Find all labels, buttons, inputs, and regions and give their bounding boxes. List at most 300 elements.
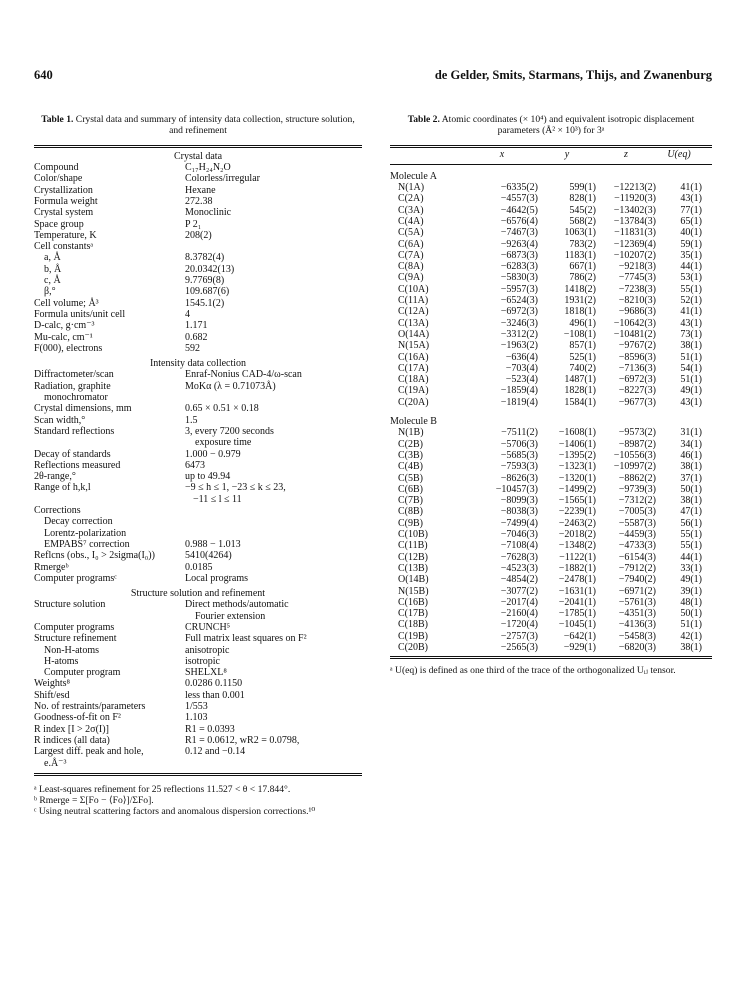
table1-row-value: 4 xyxy=(185,308,190,320)
table1-caption-text: Crystal data and summary of intensity data collection, structure solution, and refinement xyxy=(75,114,355,137)
table1-row-value: 592 xyxy=(185,342,200,354)
table1-row-value xyxy=(185,516,362,527)
table1-row xyxy=(34,219,362,230)
table1-row xyxy=(34,550,362,561)
table2-cell-atom: N(15B) xyxy=(398,585,429,597)
table2-cell-x: −4642(5) xyxy=(500,204,538,216)
table2-cell-z: −5587(3) xyxy=(618,517,656,529)
table2-cell-y: −2478(1) xyxy=(558,574,596,586)
table1-row-value: Direct methods/automatic xyxy=(185,599,289,611)
table1-row-value: 1.5 xyxy=(185,414,198,426)
table1-row xyxy=(34,332,362,343)
table2-cell-ueq: 39(1) xyxy=(680,585,702,597)
table2-cell-ueq: 33(1) xyxy=(680,562,702,574)
table2-cell-x: −7499(4) xyxy=(500,517,538,529)
table1-footnote-b: ᵇ Rmerge = Σ[Fo − ⟨Fo⟩]/ΣFo]. xyxy=(34,795,154,807)
table2-row xyxy=(390,518,712,529)
table2-cell-y: 496(1) xyxy=(569,317,596,329)
table2-cell-z: −13784(3) xyxy=(613,216,656,227)
table1-row xyxy=(34,505,362,516)
table2-cell-y: 740(2) xyxy=(569,362,596,374)
table2-cell-x: −703(4) xyxy=(505,362,538,374)
table1-row-label: b, Å xyxy=(44,263,62,275)
table2-cell-y: 786(2) xyxy=(569,272,596,284)
table1-row-value: −11 ≤ l ≤ 11 xyxy=(193,493,242,505)
table1-row xyxy=(34,633,362,644)
table2-row xyxy=(390,363,712,374)
table1-row xyxy=(34,415,362,426)
table1-row-label: Diffractometer/scan xyxy=(34,369,114,381)
table1-row-label: Radiation, graphite xyxy=(34,380,111,392)
table1-row xyxy=(34,712,362,723)
table2-cell-atom: O(14A) xyxy=(398,328,430,340)
table1-row-value: anisotropic xyxy=(185,644,230,656)
table2-cell-y: −1631(1) xyxy=(558,585,596,597)
table1-row-value xyxy=(185,392,362,403)
table1-row-label: R indices (all data) xyxy=(34,734,110,746)
table1-row xyxy=(34,241,362,252)
table1-row-label: Scan width,° xyxy=(34,414,86,426)
table2-row xyxy=(390,427,712,438)
table2-cell-x: −1859(4) xyxy=(500,385,538,397)
table2-cell-atom: C(19A) xyxy=(398,385,429,397)
table2-cell-ueq: 49(1) xyxy=(680,385,702,397)
table1-footnote-c: ᶜ Using neutral scattering factors and anomalous dispersion corrections.¹⁰ xyxy=(34,806,316,818)
table1-row xyxy=(34,678,362,689)
table2-row xyxy=(390,340,712,351)
table2-column xyxy=(390,114,712,676)
table1-label: Table 1. xyxy=(41,114,74,125)
table1-row-label: a, Å xyxy=(44,252,61,264)
table1-row-value: 6473 xyxy=(185,459,205,471)
table1-row xyxy=(34,539,362,550)
table1-row xyxy=(34,758,362,769)
table1-row-label: Crystal dimensions, mm xyxy=(34,403,132,415)
table2-cell-y: 783(2) xyxy=(569,238,596,250)
table1-row-value: P 2₁ xyxy=(185,218,202,230)
table2-row xyxy=(390,461,712,472)
table2-row xyxy=(390,552,712,563)
table2-caption xyxy=(390,114,712,137)
table2-row xyxy=(390,205,712,216)
table1-column xyxy=(34,114,362,817)
table1-row-value: isotropic xyxy=(185,655,220,667)
table1-row xyxy=(34,196,362,207)
table2-cell-atom: C(10B) xyxy=(398,529,428,541)
table2-cell-ueq: 40(1) xyxy=(680,227,702,239)
table2-cell-z: −7005(3) xyxy=(618,506,656,518)
table2-row xyxy=(390,529,712,540)
table1-row-value: 1.171 xyxy=(185,320,208,332)
table1-row-value: 3, every 7200 seconds xyxy=(185,425,274,437)
table2-cell-z: −12213(2) xyxy=(613,182,656,194)
table1-section-title: Crystal data xyxy=(173,150,223,162)
table1-row-value: Enraf-Nonius CAD-4/ω-scan xyxy=(185,369,302,381)
table1-row xyxy=(34,516,362,527)
table2-cell-y: −1499(2) xyxy=(558,483,596,495)
table2-cell-y: −1395(2) xyxy=(558,449,596,461)
table2-cell-atom: C(18A) xyxy=(398,374,429,386)
table1-row-label: β,° xyxy=(44,286,56,298)
table2-cell-y: 1828(1) xyxy=(564,385,596,397)
table2-cell-ueq: 44(1) xyxy=(680,551,702,563)
table2-row xyxy=(390,261,712,272)
table2-cell-x: −1963(2) xyxy=(500,340,538,352)
table1-row-value: 0.12 and −0.14 xyxy=(185,746,246,758)
running-header xyxy=(34,68,712,84)
table2-cell-atom: C(8A) xyxy=(398,261,424,273)
table1-row-label: Color/shape xyxy=(34,173,83,185)
table1-row-value: Colorless/irregular xyxy=(185,173,260,185)
table2-cell-z: −4459(3) xyxy=(618,529,656,541)
table1-row-label: Computer programsᶜ xyxy=(34,572,117,584)
table1-row xyxy=(34,724,362,735)
table2-cell-z: −9686(3) xyxy=(618,306,656,318)
table2-row xyxy=(390,352,712,363)
table1-row-label: Crystallization xyxy=(34,184,93,196)
table1-row xyxy=(34,207,362,218)
table1-row-label: Formula units/unit cell xyxy=(34,308,126,320)
table2-row xyxy=(390,506,712,517)
table1-row-value: 1.000 − 0.979 xyxy=(185,448,241,460)
table2-cell-ueq: 51(1) xyxy=(680,619,702,631)
table1-row-value xyxy=(185,241,362,252)
table2-cell-ueq: 38(1) xyxy=(680,461,702,473)
table1-row-label: Formula weight xyxy=(34,196,98,207)
table2-group-title: Molecule B xyxy=(390,416,437,428)
table2-cell-y: 1418(2) xyxy=(564,283,596,295)
table2-row xyxy=(390,450,712,461)
table2-cell-x: −6524(3) xyxy=(500,295,538,307)
table2-cell-z: −9739(3) xyxy=(618,483,656,495)
table1-row-label: No. of restraints/parameters xyxy=(34,701,146,713)
table1-row-value: 1545.1(2) xyxy=(185,297,225,309)
table2-cell-atom: C(3B) xyxy=(398,449,423,461)
table1-row-value: 1/553 xyxy=(185,701,208,713)
table2-cell-y: −2041(1) xyxy=(558,596,596,608)
table2-cell-z: −5761(3) xyxy=(618,596,656,608)
table1-row xyxy=(34,320,362,331)
table2-cell-y: −1320(1) xyxy=(558,472,596,484)
table1-row-label: Non-H-atoms xyxy=(44,644,99,656)
table2-cell-ueq: 55(1) xyxy=(680,283,702,295)
running-head-authors: de Gelder, Smits, Starmans, Thijs, and Zwanenburg xyxy=(434,68,712,82)
table2-cell-atom: C(2A) xyxy=(398,193,424,205)
table2-cell-z: −10997(2) xyxy=(613,461,656,473)
table1-row-label: Goodness-of-fit on F² xyxy=(34,712,121,724)
table2-row xyxy=(390,597,712,608)
table2-cell-x: −3312(2) xyxy=(500,328,538,340)
table2-cell-ueq: 55(1) xyxy=(680,529,702,541)
table2-header-y: y xyxy=(564,148,570,160)
table2-row xyxy=(390,586,712,597)
table2-cell-x: −10457(3) xyxy=(495,483,538,495)
table1-row-value: exposure time xyxy=(195,437,252,449)
table2-cell-z: −9677(3) xyxy=(618,396,656,408)
table2-cell-x: −6972(3) xyxy=(500,306,538,318)
table2-row xyxy=(390,193,712,204)
table2-cell-atom: C(5B) xyxy=(398,472,423,484)
table1-row-value: 208(2) xyxy=(185,229,212,241)
table2-cell-atom: C(13A) xyxy=(398,317,429,329)
table2-cell-atom: C(19B) xyxy=(398,630,428,642)
table2-cell-atom: C(20A) xyxy=(398,396,429,408)
table2-cell-z: −4351(3) xyxy=(618,608,656,620)
table1-row xyxy=(34,343,362,354)
table1-row xyxy=(34,667,362,678)
table1-row-value: 8.3782(4) xyxy=(185,252,225,264)
table2-row xyxy=(390,239,712,250)
table2-row xyxy=(390,495,712,506)
table2-cell-y: −1882(1) xyxy=(558,562,596,574)
table2-cell-x: −523(4) xyxy=(505,374,538,386)
table2-cell-ueq: 73(1) xyxy=(680,328,702,340)
table2-cell-y: 857(1) xyxy=(569,340,596,352)
table1-row-label: Computer program xyxy=(44,667,121,679)
table1-row-value xyxy=(185,758,362,769)
table1-row xyxy=(34,230,362,241)
table2-cell-atom: C(11A) xyxy=(398,295,429,307)
table1-row xyxy=(34,562,362,573)
table2-cell-x: −1819(4) xyxy=(500,396,538,408)
table2-cell-ueq: 48(1) xyxy=(680,596,702,608)
table1-row xyxy=(34,275,362,286)
table2-cell-y: 828(1) xyxy=(569,193,596,205)
table1-row xyxy=(34,369,362,380)
table2-cell-ueq: 38(1) xyxy=(680,340,702,352)
table2-cell-ueq: 51(1) xyxy=(680,351,702,363)
table2-cell-ueq: 55(1) xyxy=(680,540,702,552)
table1-row xyxy=(34,381,362,392)
table2-cell-atom: C(10A) xyxy=(398,283,429,295)
table2-cell-x: −8038(3) xyxy=(500,506,538,518)
table1-footnotes xyxy=(34,784,362,818)
table2-cell-x: −2017(4) xyxy=(500,596,538,608)
table1-row-label: F(000), electrons xyxy=(34,342,103,354)
table2-cell-z: −6820(3) xyxy=(618,641,656,653)
table2-cell-ueq: 43(1) xyxy=(680,317,702,329)
table2-cell-ueq: 34(1) xyxy=(680,438,702,450)
table2-row xyxy=(390,484,712,495)
table2-cell-ueq: 41(1) xyxy=(680,182,702,194)
table2-cell-atom: C(18B) xyxy=(398,619,428,631)
table2-cell-ueq: 43(1) xyxy=(680,396,702,408)
table2-cell-z: −6154(3) xyxy=(618,551,656,563)
table2-cell-z: −8987(2) xyxy=(618,438,656,450)
table2-cell-ueq: 42(1) xyxy=(680,630,702,642)
table1-row-value: 0.0286 0.1150 xyxy=(185,678,243,690)
table1-row-value: Local programs xyxy=(185,572,249,584)
table2-body xyxy=(390,165,712,653)
table1-row xyxy=(34,482,362,493)
table2-cell-atom: C(17A) xyxy=(398,362,429,374)
table2-cell-atom: C(4A) xyxy=(398,216,424,227)
table1-row-label: Lorentz-polarization xyxy=(44,527,127,539)
table2-cell-z: −7912(2) xyxy=(618,562,656,574)
table2-cell-z: −10642(3) xyxy=(613,317,656,329)
table1-row-label: Largest diff. peak and hole, xyxy=(34,746,144,758)
table2-cell-ueq: 56(1) xyxy=(680,517,702,529)
table2-cell-x: −7511(2) xyxy=(501,427,538,439)
table2-cell-z: −7940(2) xyxy=(618,574,656,586)
table2-cell-y: −1565(1) xyxy=(558,495,596,507)
table2-cell-y: −1406(1) xyxy=(558,438,596,450)
table2-row xyxy=(390,574,712,585)
table2-cell-y: 525(1) xyxy=(569,351,596,363)
table1-row-label xyxy=(34,494,185,505)
table2-cell-atom: N(1B) xyxy=(398,427,424,439)
table2-row xyxy=(390,216,712,227)
table1-row-label: Decay of standards xyxy=(34,448,111,460)
table2-row xyxy=(390,642,712,653)
table1-row xyxy=(34,622,362,633)
table2-row xyxy=(390,608,712,619)
table2-cell-z: −10556(3) xyxy=(613,449,656,461)
table1-row-label: D-calc, g·cm⁻³ xyxy=(34,320,95,332)
table1-row-value: 1.103 xyxy=(185,712,208,724)
table1-row xyxy=(34,573,362,584)
table2-cell-y: 599(1) xyxy=(569,182,596,194)
table2-row xyxy=(390,439,712,450)
table1-row xyxy=(34,611,362,622)
table2-cell-x: −7593(3) xyxy=(500,461,538,473)
table2-cell-z: −4136(3) xyxy=(618,619,656,631)
table1-row xyxy=(34,690,362,701)
table2-cell-z: −7136(3) xyxy=(618,362,656,374)
table1-caption xyxy=(34,114,362,137)
table1-row-value xyxy=(185,528,362,539)
table2-row xyxy=(390,318,712,329)
table2-cell-x: −3246(3) xyxy=(500,317,538,329)
table2-cell-ueq: 54(1) xyxy=(680,362,702,374)
table1-row-label: Weights⁸ xyxy=(34,678,71,690)
table1-row-label: Structure refinement xyxy=(34,633,117,645)
table1-row-value: 5410(4264) xyxy=(185,550,232,562)
table2-cell-x: −5685(3) xyxy=(500,449,538,461)
table2-cell-ueq: 44(1) xyxy=(680,261,702,273)
table1-row-label: Shift/esd xyxy=(34,689,70,701)
table1-row xyxy=(34,471,362,482)
table2-cell-z: −7745(3) xyxy=(618,272,656,284)
table1-row-label: Range of h,k,l xyxy=(34,482,91,494)
table2-cell-y: 1931(2) xyxy=(564,295,596,307)
table2-cell-x: −2565(3) xyxy=(500,641,538,653)
table1-row-value: C₁₇H₂₄N₂O xyxy=(185,162,231,174)
table1-row xyxy=(34,460,362,471)
table2-cell-z: −10207(2) xyxy=(613,249,656,261)
table2-cell-atom: C(7B) xyxy=(398,495,423,507)
table2-cell-ueq: 51(1) xyxy=(680,374,702,386)
table2-cell-x: −4523(3) xyxy=(500,562,538,574)
table2-cell-y: −929(1) xyxy=(563,641,596,653)
table2-cell-ueq: 41(1) xyxy=(680,306,702,318)
table2-cell-x: −7108(4) xyxy=(500,540,538,552)
table1-row-label: Decay correction xyxy=(44,516,113,528)
table1-row-value: 0.682 xyxy=(185,331,208,343)
table2-group-title: Molecule A xyxy=(390,170,437,182)
table2-cell-z: −11831(3) xyxy=(614,227,656,239)
table2-cell-z: −8862(2) xyxy=(618,472,656,484)
table2-cell-z: −12369(4) xyxy=(613,238,656,250)
table1-row xyxy=(34,645,362,656)
table2-cell-y: −2018(2) xyxy=(558,529,596,541)
table2-cell-x: −3077(2) xyxy=(500,585,538,597)
table2-cell-y: −642(1) xyxy=(563,630,596,642)
table1-row xyxy=(34,656,362,667)
table1-row xyxy=(34,252,362,263)
table2-cell-y: −2239(1) xyxy=(558,506,596,518)
table2-cell-atom: C(2B) xyxy=(398,438,423,450)
table2-cell-atom: C(9B) xyxy=(398,517,423,529)
table2-cell-x: −636(4) xyxy=(505,351,538,363)
table1-row-value: R1 = 0.0612, wR2 = 0.0798, xyxy=(185,734,300,746)
table2-cell-x: −7628(3) xyxy=(500,551,538,563)
table2-cell-ueq: 46(1) xyxy=(680,449,702,461)
table1-row-label: Corrections xyxy=(34,505,81,517)
table2-cell-ueq: 31(1) xyxy=(680,427,702,439)
table1-row xyxy=(34,185,362,196)
table2-cell-atom: C(13B) xyxy=(398,562,428,574)
table2-cell-y: 1183(1) xyxy=(564,249,596,261)
table2-cell-z: −11920(3) xyxy=(614,193,656,205)
table2-cell-atom: C(5A) xyxy=(398,227,424,239)
table1-footnote-a: ᵃ Least-squares refinement for 25 reflections 11.527 < θ < 17.844°. xyxy=(34,783,291,795)
table2-bottom-rule xyxy=(390,656,712,659)
table1-section-title: Structure solution and refinement xyxy=(130,588,266,600)
table2-cell-ueq: 43(1) xyxy=(680,193,702,205)
table2-cell-ueq: 38(1) xyxy=(680,641,702,653)
table1-row-label: Rmergeᵇ xyxy=(34,561,69,573)
table2-cell-z: −6971(2) xyxy=(618,585,656,597)
table1-row-value xyxy=(185,505,362,516)
table2-cell-z: −5458(3) xyxy=(618,630,656,642)
table1-row-label: c, Å xyxy=(44,275,61,287)
table2-cell-x: −1720(4) xyxy=(500,619,538,631)
table1-row-label: Reflcns (obs., I₀ > 2sigma(I₀)) xyxy=(34,550,155,562)
table1-row xyxy=(34,264,362,275)
table2-cell-z: −9218(3) xyxy=(618,261,656,273)
table2-cell-y: −108(1) xyxy=(563,328,596,340)
table2-cell-x: −4854(2) xyxy=(500,574,538,586)
table2-row xyxy=(390,329,712,340)
table2-row xyxy=(390,385,712,396)
table1-row-value: Hexane xyxy=(185,184,216,196)
table1-row-value: 0.65 × 0.51 × 0.18 xyxy=(185,403,259,415)
table2-cell-atom: C(12B) xyxy=(398,551,428,563)
table2-cell-z: −7238(3) xyxy=(618,283,656,295)
table2-row xyxy=(390,284,712,295)
table2-cell-z: −9767(2) xyxy=(618,340,656,352)
table2-row xyxy=(390,227,712,238)
table2-cell-x: −7046(3) xyxy=(500,529,538,541)
table1-row-value: MoKα (λ = 0.71073Å) xyxy=(185,380,276,392)
table1-row-label: Computer programs xyxy=(34,621,115,633)
table2-cell-z: −13402(3) xyxy=(613,204,656,216)
table2-cell-y: −1122(1) xyxy=(559,551,596,563)
table2-cell-x: −8099(3) xyxy=(500,495,538,507)
table1-row-label: monochromator xyxy=(44,392,108,404)
table2-cell-x: −2160(4) xyxy=(500,608,538,620)
table1-row-label: Mu-calc, cm⁻¹ xyxy=(34,331,93,343)
table2-row xyxy=(390,397,712,408)
table1-row-label: EMPABS⁷ correction xyxy=(44,538,130,550)
table1-row-value: 109.687(6) xyxy=(185,286,230,298)
table2-cell-ueq: 53(1) xyxy=(680,272,702,284)
table2-cell-atom: O(14B) xyxy=(398,574,429,586)
table1-section-title: Intensity data collection xyxy=(149,358,247,370)
table2-cell-z: −9573(2) xyxy=(618,427,656,439)
table1-row-label: H-atoms xyxy=(44,655,79,667)
